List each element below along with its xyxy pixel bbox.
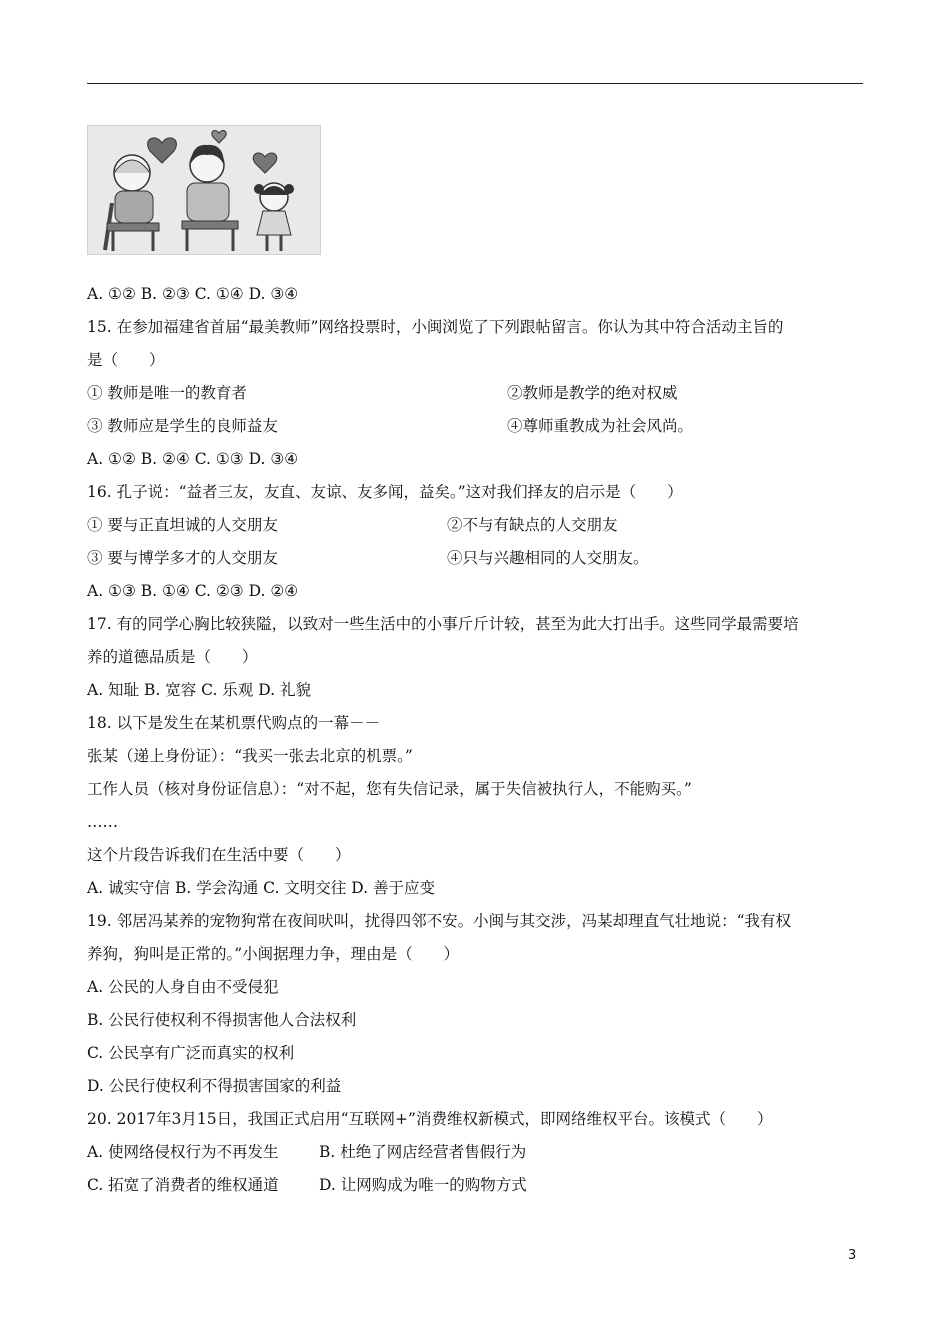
q20-option-b: B. 杜绝了网店经营者售假行为 bbox=[319, 1143, 527, 1161]
q18-dialogue-line2: 工作人员（核对身份证信息）：“对不起，您有失信记录，属于失信被执行人，不能购买。” bbox=[87, 780, 692, 798]
q16-option-3: ③ 要与博学多才的人交朋友 bbox=[87, 549, 278, 567]
q19-option-a: A. 公民的人身自由不受侵犯 bbox=[87, 978, 279, 996]
q20-options-row2 bbox=[87, 1174, 863, 1196]
q17-stem-line1: 17. 有的同学心胸比较狭隘，以致对一些生活中的小事斤斤计较，甚至为此大打出手。这些同学最需要培 bbox=[87, 615, 799, 633]
q15-options-row2 bbox=[87, 415, 863, 437]
q20-stem: 20. 2017年3月15日，我国正式启用“互联网+”消费维权新模式，即网络维权平台。该模式（ ） bbox=[87, 1110, 773, 1128]
q17-stem-line2: 养的道德品质是（ ） bbox=[87, 648, 258, 666]
q20-option-c: C. 拓宽了消费者的维权通道 bbox=[87, 1176, 279, 1194]
q15-stem-line2: 是（ ） bbox=[87, 351, 165, 369]
q15-option-2: ②教师是教学的绝对权威 bbox=[507, 384, 678, 402]
q15-option-3: ③ 教师应是学生的良师益友 bbox=[87, 417, 278, 435]
q16-option-4: ④只与兴趣相同的人交朋友。 bbox=[447, 549, 649, 567]
q16-stem: 16. 孔子说：“益者三友，友直、友谅、友多闻，益矣。”这对我们择友的启示是（ ） bbox=[87, 483, 683, 501]
q19-option-c: C. 公民享有广泛而真实的权利 bbox=[87, 1044, 295, 1062]
page-number: 3 bbox=[848, 1248, 857, 1263]
q17-answer-options: A. 知耻 B. 宽容 C. 乐观 D. 礼貌 bbox=[87, 681, 311, 699]
exam-questions bbox=[87, 283, 863, 1196]
family-generations-illustration bbox=[87, 125, 321, 255]
q15-option-4: ④尊师重教成为社会风尚。 bbox=[507, 417, 694, 435]
q16-option-2: ②不与有缺点的人交朋友 bbox=[447, 516, 618, 534]
q18-answer-options: A. 诚实守信 B. 学会沟通 C. 文明交往 D. 善于应变 bbox=[87, 879, 435, 897]
q15-options-row1 bbox=[87, 382, 863, 404]
q15-option-1: ① 教师是唯一的教育者 bbox=[87, 384, 247, 402]
q16-options-row1 bbox=[87, 514, 863, 536]
q16-option-1: ① 要与正直坦诚的人交朋友 bbox=[87, 516, 278, 534]
q20-options-row1 bbox=[87, 1141, 863, 1163]
q14-answer-options: A. ①② B. ②③ C. ①④ D. ③④ bbox=[87, 285, 299, 303]
header-rule bbox=[87, 83, 863, 84]
q18-question: 这个片段告诉我们在生活中要（ ） bbox=[87, 846, 351, 864]
q18-stem: 18. 以下是发生在某机票代购点的一幕－－ bbox=[87, 714, 381, 732]
q15-stem-line1: 15. 在参加福建省首届“最美教师”网络投票时，小闽浏览了下列跟帖留言。你认为其中符合活动主旨的 bbox=[87, 318, 784, 336]
q16-options-row2 bbox=[87, 547, 863, 569]
q19-stem-line1: 19. 邻居冯某养的宠物狗常在夜间吠叫，扰得四邻不安。小闽与其交涉，冯某却理直气壮地说：“我有权 bbox=[87, 912, 792, 930]
q19-stem-line2: 养狗，狗叫是正常的。”小闽据理力争，理由是（ ） bbox=[87, 945, 460, 963]
q15-answer-options: A. ①② B. ②④ C. ①③ D. ③④ bbox=[87, 450, 299, 468]
q19-option-b: B. 公民行使权利不得损害他人合法权利 bbox=[87, 1011, 357, 1029]
q18-ellipsis: …… bbox=[87, 813, 118, 831]
q16-answer-options: A. ①③ B. ①④ C. ②③ D. ②④ bbox=[87, 582, 299, 600]
q19-option-d: D. 公民行使权利不得损害国家的利益 bbox=[87, 1077, 342, 1095]
q20-option-a: A. 使网络侵权行为不再发生 bbox=[87, 1143, 279, 1161]
q20-option-d: D. 让网购成为唯一的购物方式 bbox=[319, 1176, 527, 1194]
q18-dialogue-line1: 张某（递上身份证）：“我买一张去北京的机票。” bbox=[87, 747, 413, 765]
